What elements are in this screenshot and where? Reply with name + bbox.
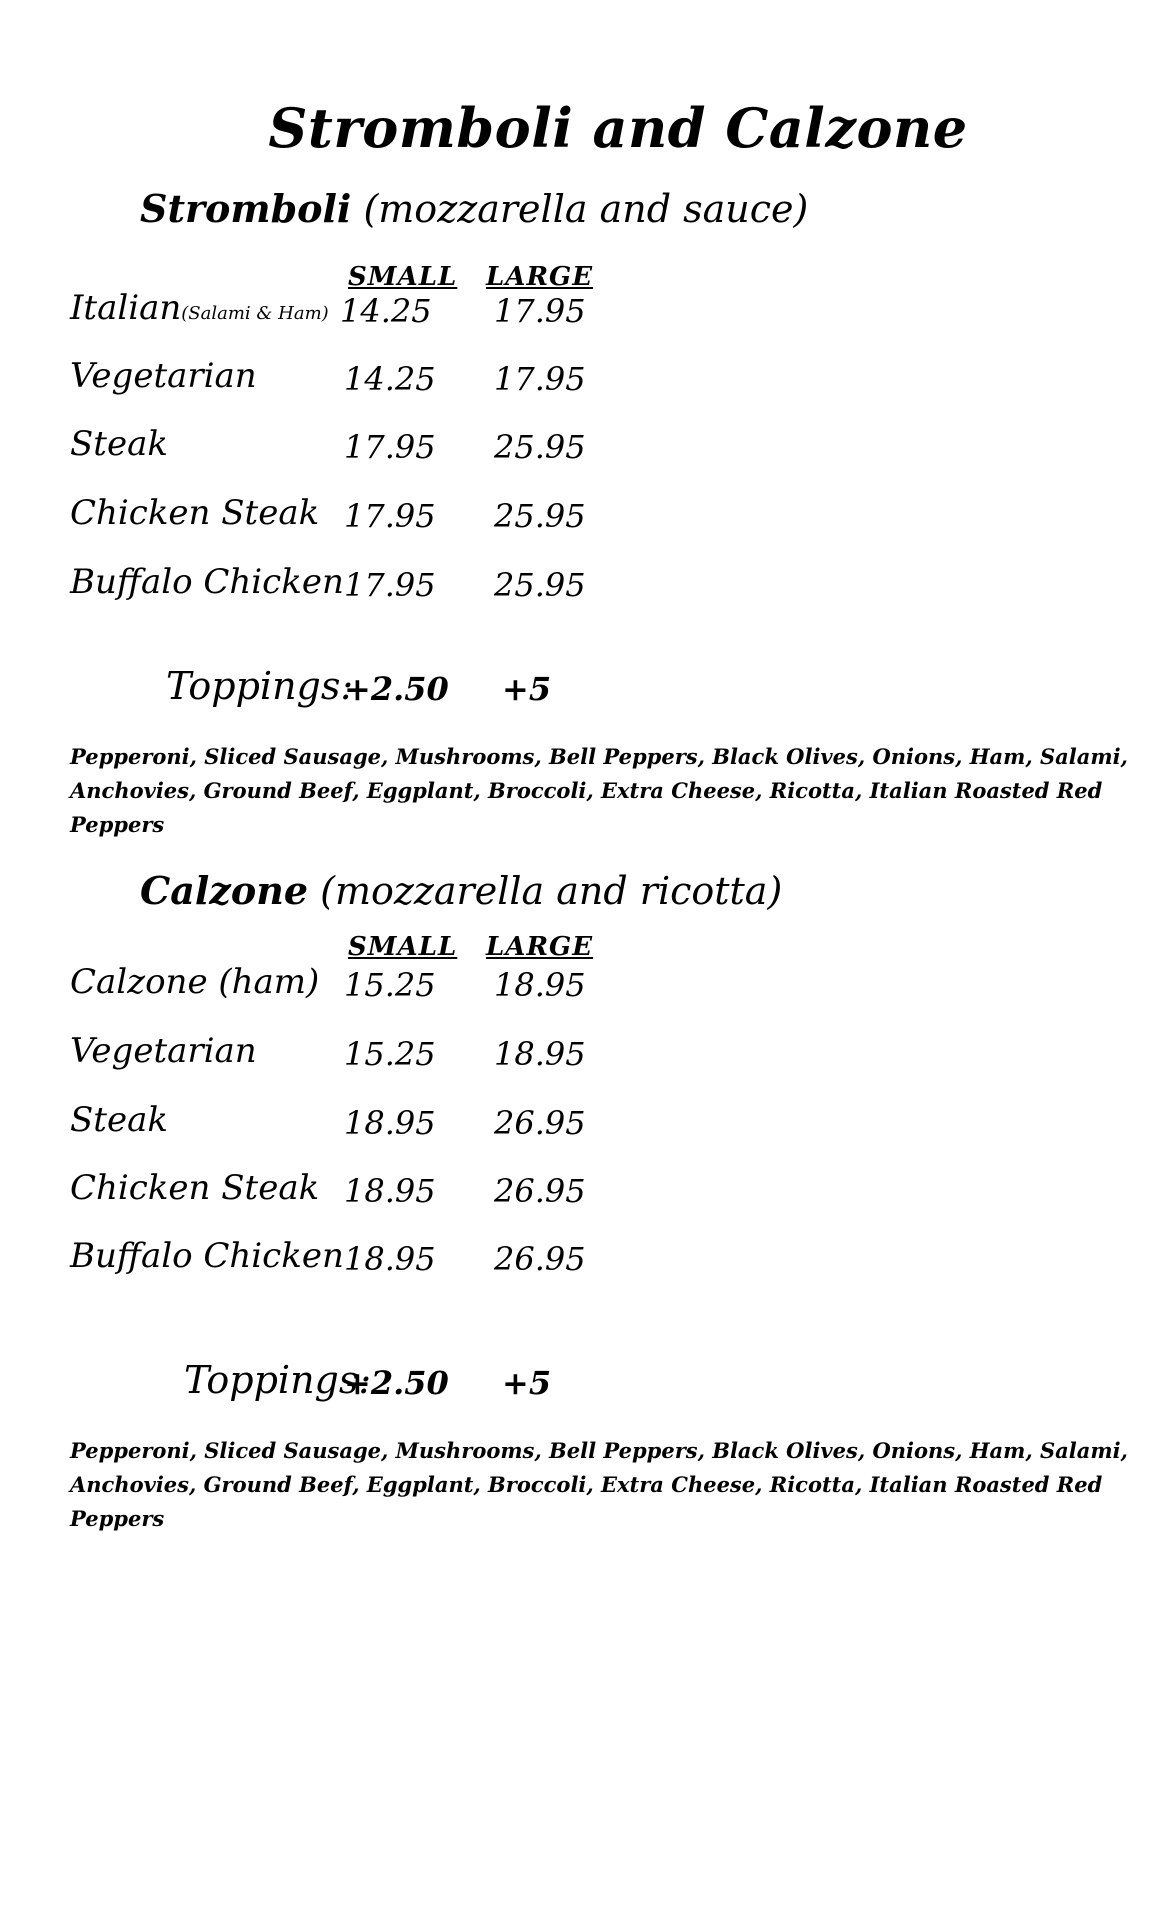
calzone-name: Calzone bbox=[140, 868, 309, 913]
stromboli-vegetarian-large-price: 17.95 bbox=[494, 360, 586, 398]
stromboli-buffalo-chicken-large-price: 25.95 bbox=[494, 566, 586, 604]
stromboli-col-large: LARGE bbox=[486, 262, 594, 292]
calzone-vegetarian-large-price: 18.95 bbox=[494, 1035, 586, 1073]
stromboli-steak-small-price: 17.95 bbox=[344, 428, 436, 466]
calzone-buffalo-chicken-small-price: 18.95 bbox=[344, 1240, 436, 1278]
stromboli-italian-large-price: 17.95 bbox=[494, 292, 586, 330]
stromboli-item-steak: Steak bbox=[70, 424, 168, 464]
calzone-toppings-large-price: +5 bbox=[502, 1364, 552, 1402]
stromboli-name: Stromboli bbox=[140, 186, 352, 231]
calzone-chicken-steak-small-price: 18.95 bbox=[344, 1172, 436, 1210]
stromboli-heading bbox=[140, 186, 808, 231]
stromboli-toppings-list: Pepperoni, Sliced Sausage, Mushrooms, Bell Peppers, Black Olives, Onions, Ham, Salami, Anchovies, Ground Beef, Eggplant, Broccoli, Extra Cheese, Ricotta, Italian Roasted Red Peppers bbox=[70, 744, 1128, 837]
calzone-ham-large-price: 18.95 bbox=[494, 966, 586, 1004]
calzone-item-buffalo-chicken: Buffalo Chicken bbox=[70, 1236, 344, 1276]
calzone-steak-small-price: 18.95 bbox=[344, 1104, 436, 1142]
calzone-buffalo-chicken-large-price: 26.95 bbox=[494, 1240, 586, 1278]
calzone-item-vegetarian: Vegetarian bbox=[70, 1031, 257, 1071]
calzone-desc: (mozzarella and ricotta) bbox=[320, 869, 783, 913]
stromboli-item-chicken-steak: Chicken Steak bbox=[70, 493, 320, 533]
calzone-toppings-label: Toppings: bbox=[184, 1358, 372, 1402]
stromboli-item-italian bbox=[70, 288, 329, 328]
calzone-steak-large-price: 26.95 bbox=[494, 1104, 586, 1142]
calzone-heading bbox=[140, 868, 782, 913]
stromboli-toppings-small-price: +2.50 bbox=[344, 670, 449, 708]
stromboli-buffalo-chicken-small-price: 17.95 bbox=[344, 566, 436, 604]
calzone-vegetarian-small-price: 15.25 bbox=[344, 1035, 436, 1073]
calzone-item-steak: Steak bbox=[70, 1100, 168, 1140]
stromboli-vegetarian-small-price: 14.25 bbox=[344, 360, 436, 398]
item-name: Italian bbox=[70, 288, 182, 328]
calzone-col-large: LARGE bbox=[486, 932, 594, 962]
calzone-ham-small-price: 15.25 bbox=[344, 966, 436, 1004]
calzone-toppings-small-price: +2.50 bbox=[344, 1364, 449, 1402]
stromboli-steak-large-price: 25.95 bbox=[494, 428, 586, 466]
stromboli-toppings-large-price: +5 bbox=[502, 670, 552, 708]
stromboli-italian-small-price: 14.25 bbox=[340, 292, 432, 330]
calzone-chicken-steak-large-price: 26.95 bbox=[494, 1172, 586, 1210]
stromboli-chicken-steak-large-price: 25.95 bbox=[494, 497, 586, 535]
calzone-item-chicken-steak: Chicken Steak bbox=[70, 1168, 320, 1208]
stromboli-desc: (mozzarella and sauce) bbox=[363, 187, 809, 231]
stromboli-toppings-label: Toppings: bbox=[166, 664, 354, 708]
stromboli-item-vegetarian: Vegetarian bbox=[70, 356, 257, 396]
stromboli-item-buffalo-chicken: Buffalo Chicken bbox=[70, 562, 344, 602]
stromboli-col-small: SMALL bbox=[348, 262, 458, 292]
calzone-item-ham: Calzone (ham) bbox=[70, 962, 320, 1002]
stromboli-chicken-steak-small-price: 17.95 bbox=[344, 497, 436, 535]
page-title: Stromboli and Calzone bbox=[268, 96, 968, 160]
item-note: (Salami & Ham) bbox=[181, 303, 329, 324]
calzone-toppings-list: Pepperoni, Sliced Sausage, Mushrooms, Bell Peppers, Black Olives, Onions, Ham, Salami, Anchovies, Ground Beef, Eggplant, Broccoli, Extra Cheese, Ricotta, Italian Roasted Red Peppers bbox=[70, 1438, 1128, 1531]
calzone-col-small: SMALL bbox=[348, 932, 458, 962]
